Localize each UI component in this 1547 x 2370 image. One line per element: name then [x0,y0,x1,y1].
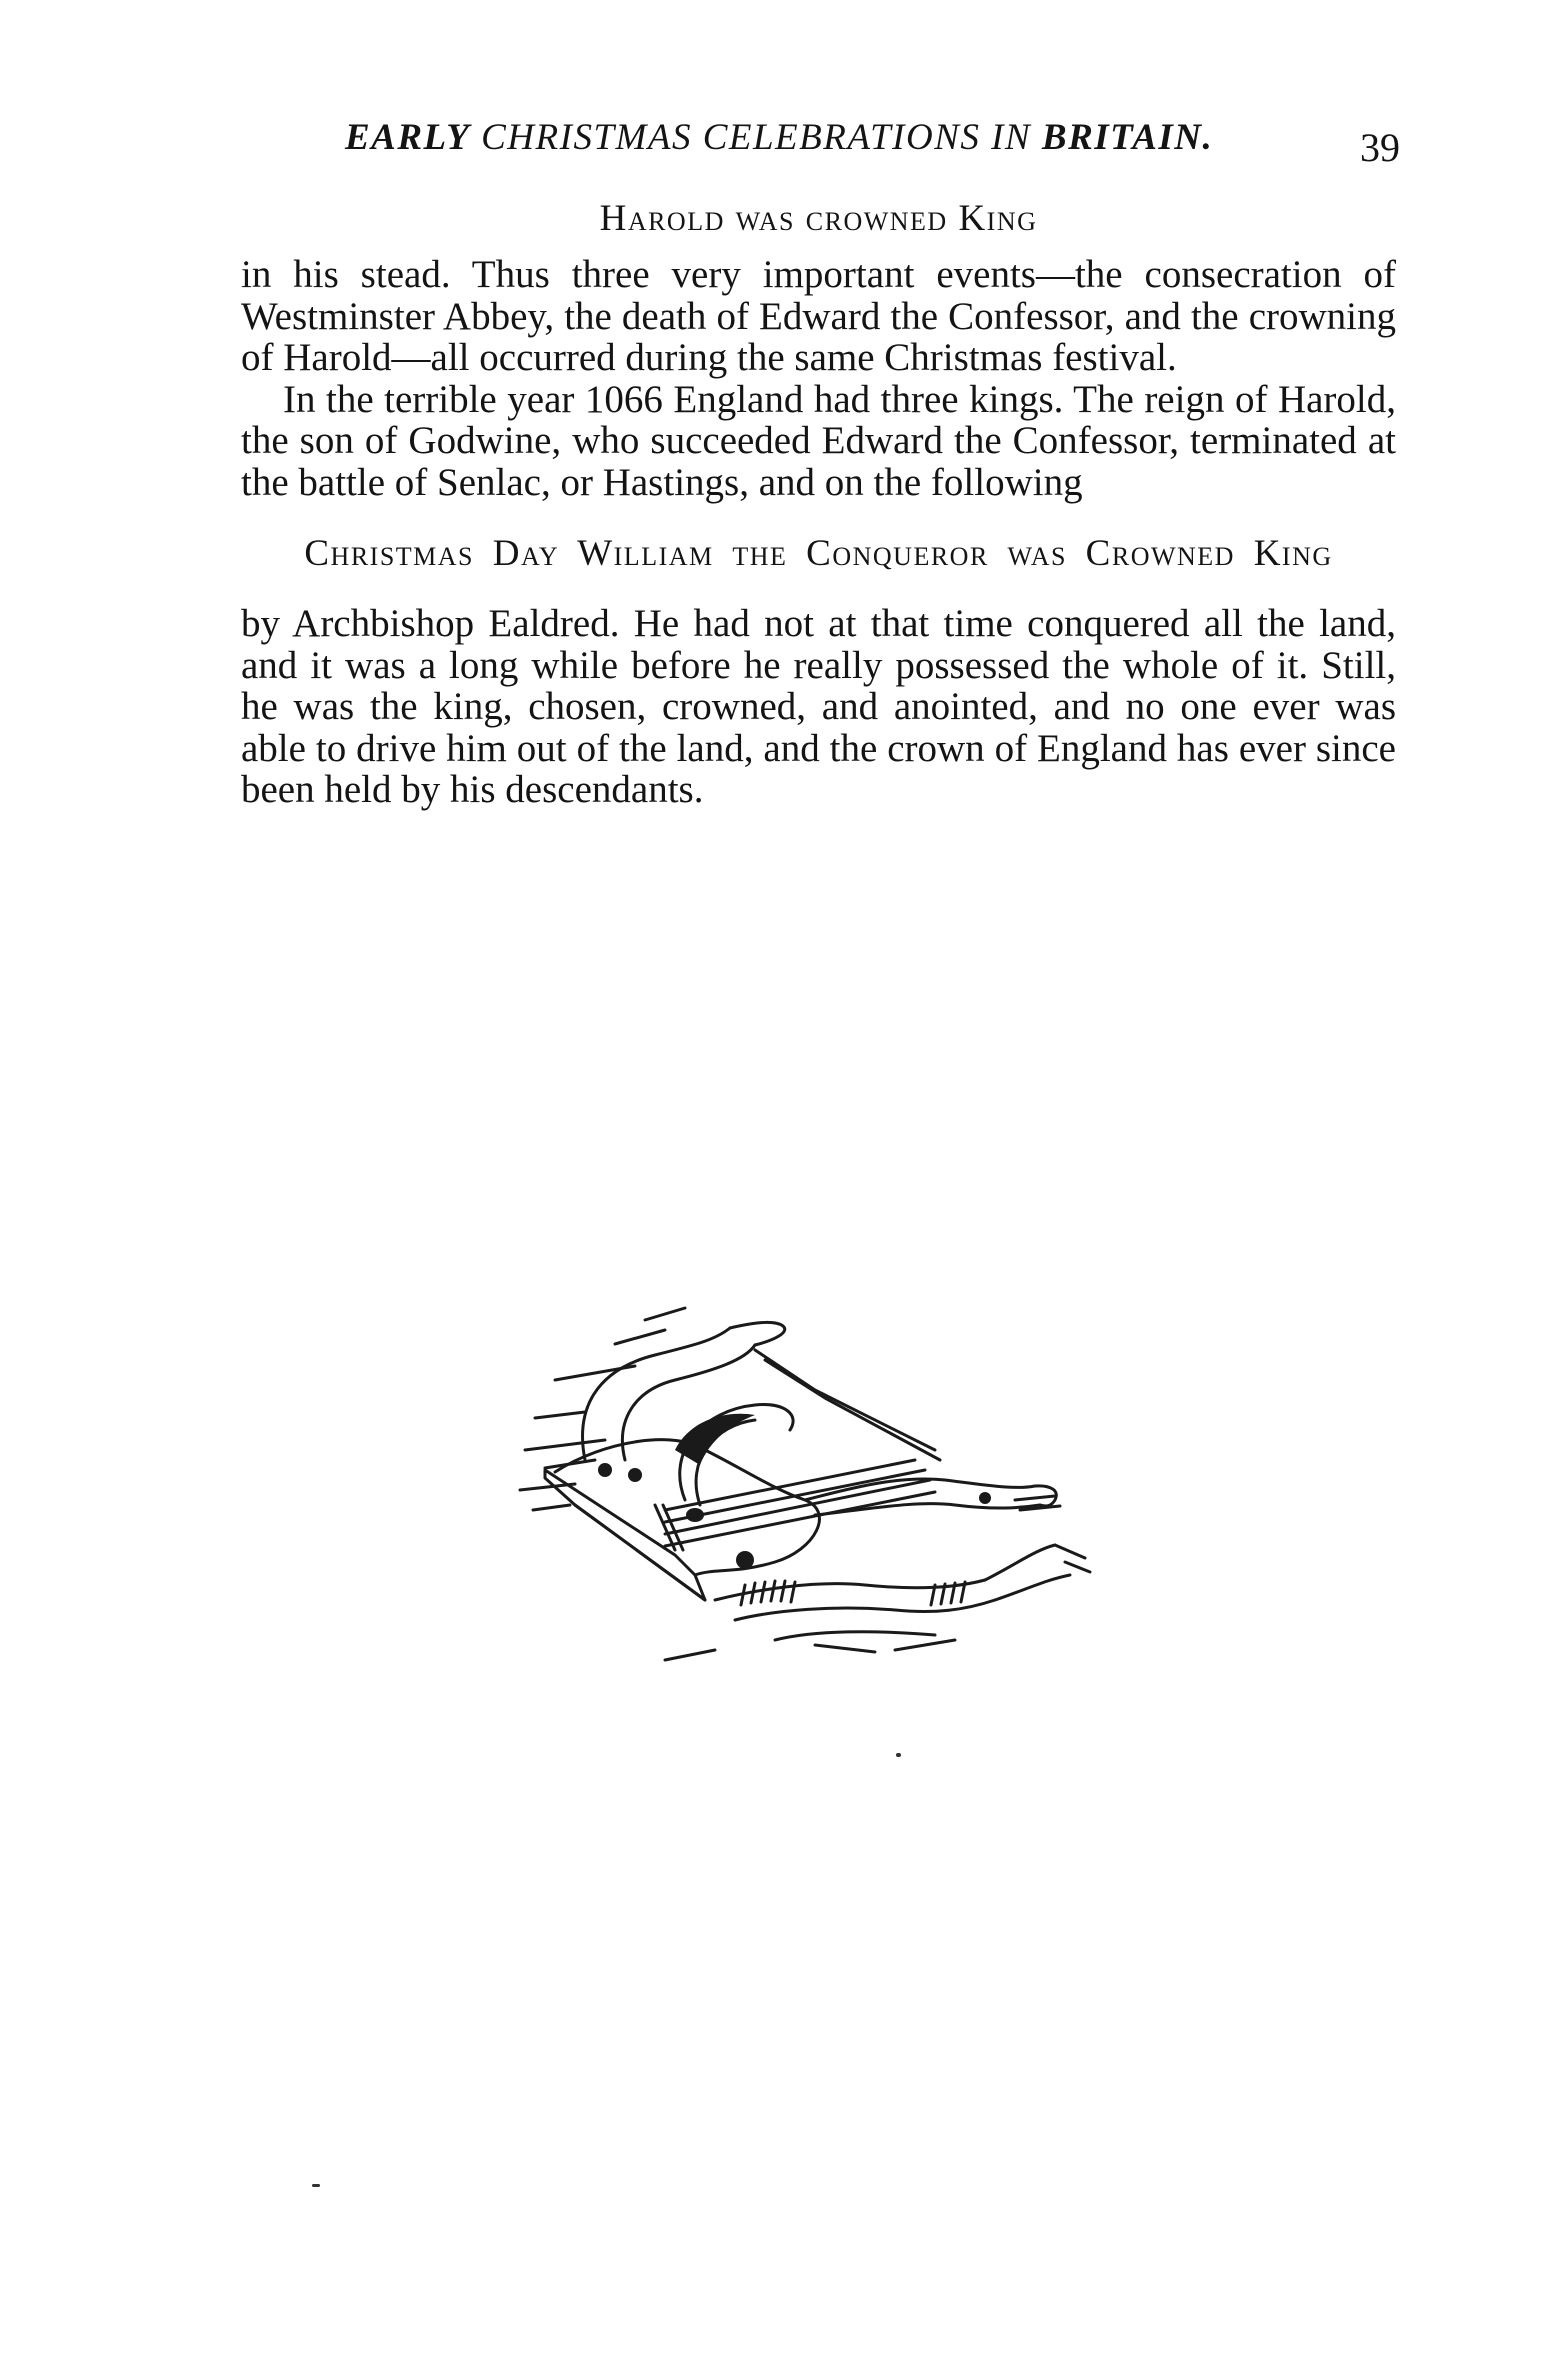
body-text [241,196,1396,811]
speck-mark [896,1753,901,1757]
subhead-harold-crowned: Harold was crowned King [599,198,1038,239]
subhead-william-crowned: Christmas Day William the Conqueror was Crowned King [304,533,1333,574]
paragraph-1066: In the terrible year 1066 England had three kings. The reign of Harold, the son of Godwine, who succeeded Edward the Confessor, terminated at the battle of Senlac, or Hastings, and on the following [241,377,1396,504]
running-head-word-early: EARLY [345,117,471,158]
running-head-middle: CHRISTMAS CELEBRATIONS IN [481,117,1032,158]
lyre-illustration [515,1300,1115,1690]
running-head [345,116,1285,159]
paragraph-ealdred: by Archbishop Ealdred. He had not at that time conquered all the land, and it was a long while before he really possessed the whole of it. Still, he was the king, chosen, crowned, and anointed, and no one ever was able to drive him out of the land, and the crown of England has ever since been held by his descendants. [241,602,1396,811]
paragraph-stead: in his stead. Thus three very important events—the consecration of Westminster Abbey, the death of Edward the Confessor, and the crowning of Harold—all occurred during the same Christmas festival. [241,253,1396,379]
running-head-word-britain: BRITAIN. [1041,117,1214,158]
speck-mark [312,2184,320,2187]
page-number: 39 [1360,125,1400,170]
